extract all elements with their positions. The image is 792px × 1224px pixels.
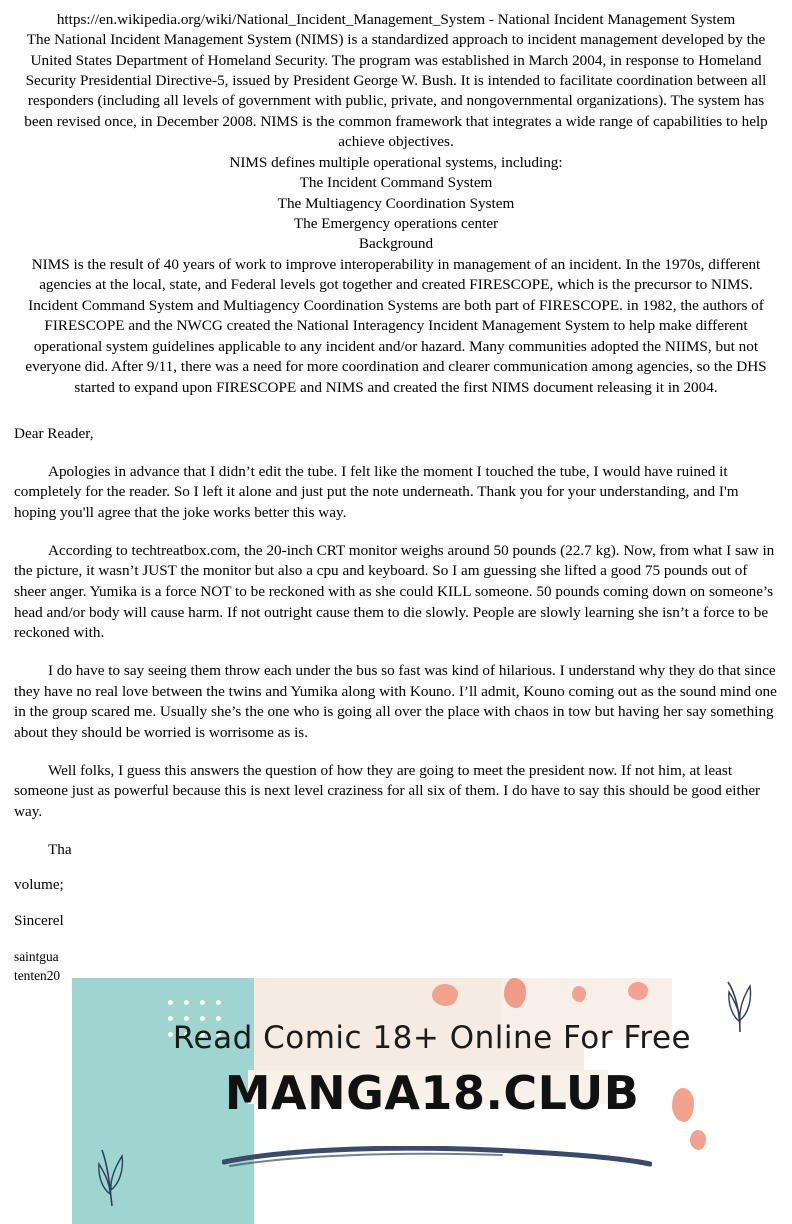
letter-contact-1: saintgua bbox=[14, 948, 59, 964]
watermark-title: Read Comic 18+ Online For Free bbox=[172, 1020, 692, 1056]
wiki-summary-paragraph: The National Incident Management System (NIMS) is a standardized approach to incident management developed by the United States Department of Homeland Security. The program was established in March 2004, in response to Homeland Security Presidential Directive-5, issued by President George W. Bush. It is intended to facilitate coordination between all responders (including all levels of government with public, private, and nongovernmental organizations). The system has been revised once, in December 2008. NIMS is the common framework that integrates a wide range of capabilities to help achieve objectives. bbox=[24, 31, 768, 151]
letter-sincerely: Sincerel bbox=[14, 912, 64, 930]
banner-coral-blob bbox=[690, 1130, 706, 1150]
letter-salutation: Dear Reader, bbox=[14, 424, 94, 442]
wiki-system-item-2: The Multiagency Coordination System bbox=[277, 194, 515, 212]
wiki-background-paragraph: NIMS is the result of 40 years of work to improve interoperability in management of an incident. In the 1970s, different agencies at the local, state, and Federal levels got together and created FIRESCOPE, which is the precursor to NIMS. Incident Command System and Multiagency Coordination Systems are both part of FIRESCOPE. in 1982, the authors of FIRESCOPE and the NWCG created the National Interagency Incident Management System to help make different operational system guidelines applicable to any incident and/or hazard. Many communities adopted the NIIMS, but not everyone did. After 9/11, there was a need for more coordination and clearer communication among agencies, so the DHS started to expand upon FIRESCOPE and NIMS and created the first NIMS document releasing it in 2004. bbox=[25, 255, 767, 396]
letter-closing-line-2: volume; bbox=[14, 876, 64, 894]
banner-dot bbox=[216, 1000, 221, 1005]
letter-contact-2: tenten20 bbox=[14, 968, 61, 984]
banner-coral-blob bbox=[572, 986, 586, 1002]
wikipedia-excerpt bbox=[14, 10, 778, 398]
wiki-system-item-1: The Incident Command System bbox=[299, 174, 493, 192]
wiki-background-heading: Background bbox=[358, 235, 434, 253]
banner-coral-blob bbox=[628, 982, 648, 1000]
letter-paragraph-1: Apologies in advance that I didn’t edit the tube. I felt like the moment I touched the tube, I would have ruined it completely for the reader. So I left it alone and just put the note underneath. Thank you for your understanding, and I'm hoping you'll agree that the joke works better this way. bbox=[14, 462, 739, 521]
banner-coral-blob bbox=[432, 984, 458, 1006]
banner-dot bbox=[200, 1000, 205, 1005]
wiki-systems-intro: NIMS defines multiple operational systems, including: bbox=[229, 153, 563, 171]
letter-paragraph-3: I do have to say seeing them throw each under the bus so fast was kind of hilarious. I understand why they do that since they have no real love between the twins and Yumika along with Kouno. I’ll admit, Kouno coming out as the sound mind one in the group scared me. Usually she’s the one who is going all over the place with chaos in tow but having her say something about they should be worried is worrisome as is. bbox=[14, 661, 777, 741]
wiki-system-item-3: The Emergency operations center bbox=[293, 215, 499, 232]
leaf-sprig-icon bbox=[720, 980, 762, 1034]
letter-closing-line-1: Tha bbox=[48, 840, 72, 858]
brush-stroke-icon bbox=[222, 1146, 652, 1168]
watermark-banner bbox=[72, 978, 792, 1224]
banner-coral-blob bbox=[504, 978, 526, 1008]
author-letter bbox=[14, 424, 778, 986]
watermark-site-name: MANGA18.CLUB bbox=[224, 1066, 640, 1120]
letter-paragraph-4: Well folks, I guess this answers the question of how they are going to meet the president now. If not him, at least someone just as powerful because this is next level craziness for all six of them. I do have to say this should be good either way. bbox=[14, 761, 761, 821]
wiki-url-heading: https://en.wikipedia.org/wiki/National_Incident_Management_System - National Incident Management System bbox=[56, 11, 736, 28]
banner-dot bbox=[184, 1000, 189, 1005]
leaf-sprig-icon bbox=[92, 1146, 132, 1208]
letter-paragraph-2: According to techtreatbox.com, the 20-inch CRT monitor weighs around 50 pounds (22.7 kg). Now, from what I saw in the picture, it wasn’t JUST the monitor but also a cpu and keyboard. So I am guessing she lifted a good 75 pounds out of sheer anger. Yumika is a force NOT to be reckoned with as she could KILL someone. 50 pounds coming down on someone’s head and/or body will cause harm. If not outright cause them to die slowly. People are slowly learning she isn’t a force to be reckoned with. bbox=[14, 541, 775, 642]
banner-dot bbox=[168, 1000, 173, 1005]
